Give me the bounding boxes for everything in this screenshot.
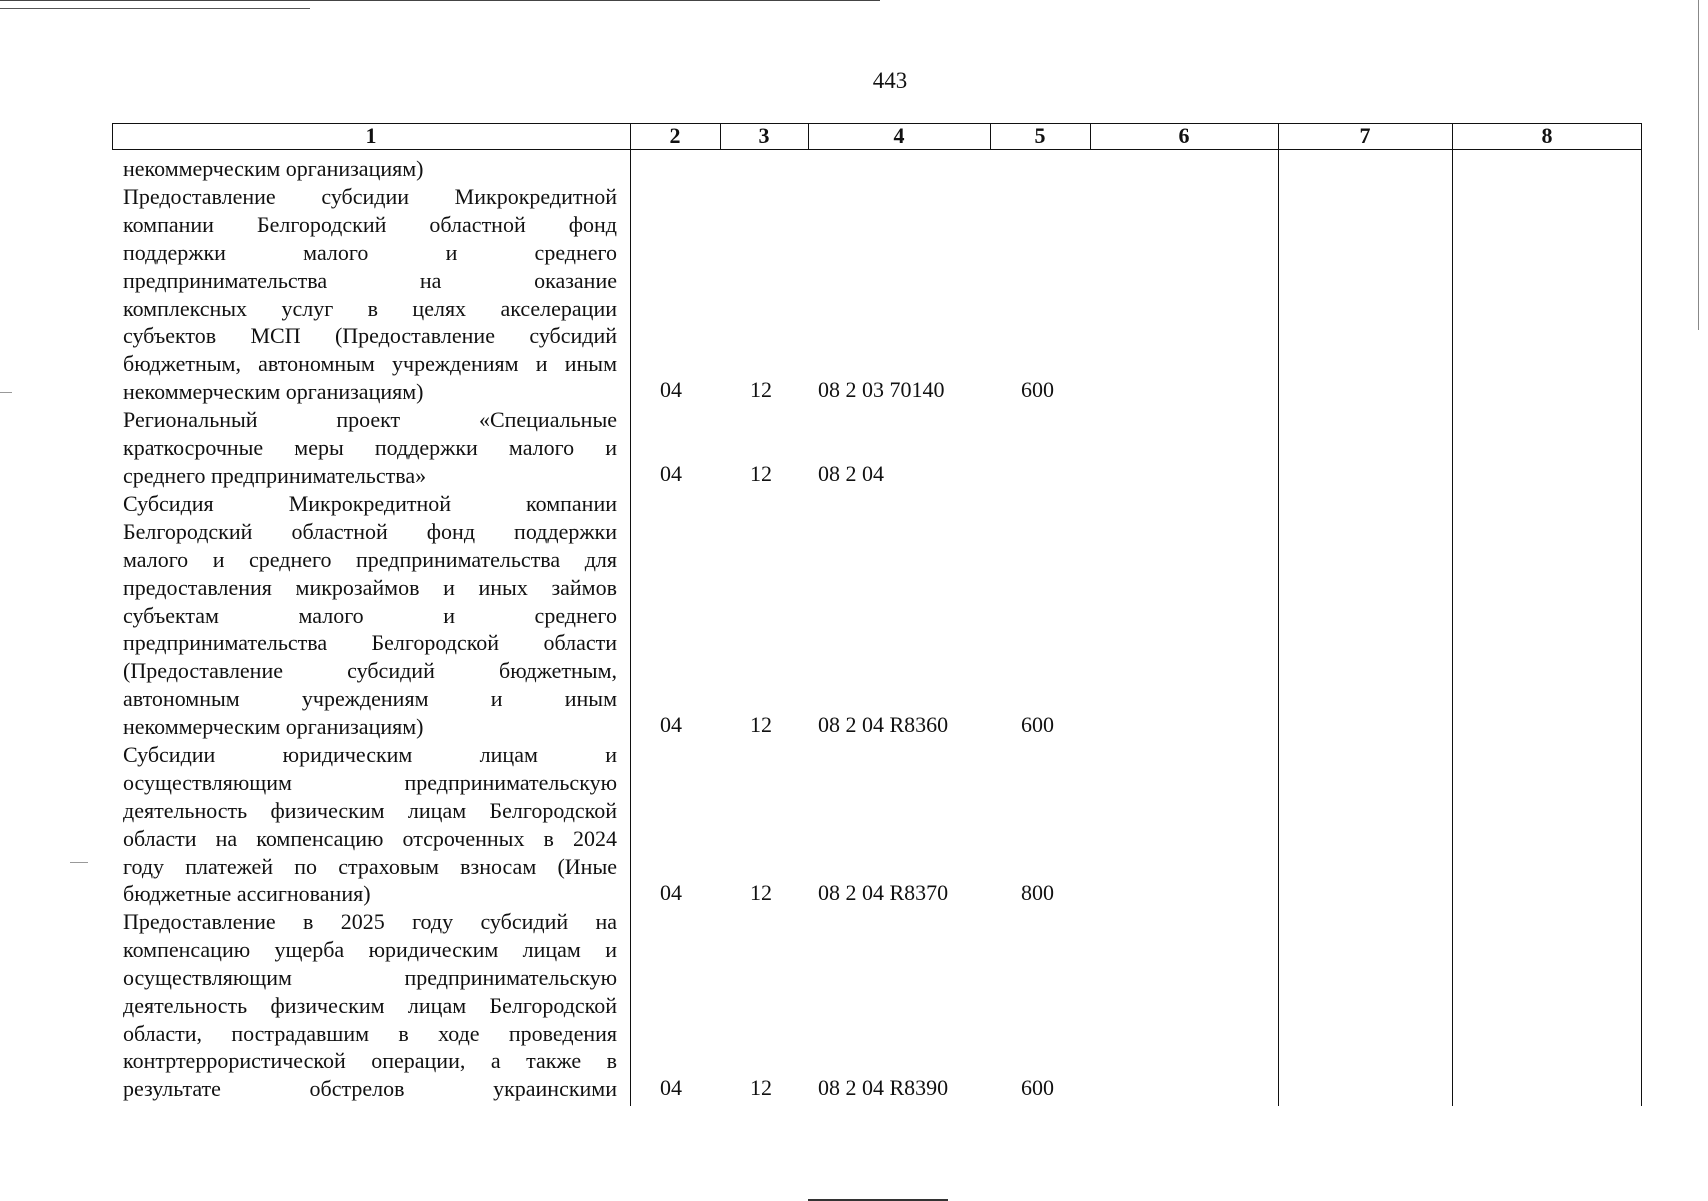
- description-line: комплексных услуг в целях акселерации: [123, 295, 617, 321]
- row-description: [123, 406, 617, 490]
- cell-subsection: 12: [750, 712, 772, 737]
- cell-subsection: 12: [750, 880, 772, 905]
- description-line: краткосрочные меры поддержки малого и: [123, 434, 617, 460]
- table-border-left: [112, 123, 113, 150]
- column-divider: [990, 123, 991, 150]
- description-line: среднего предпринимательства»: [123, 462, 427, 488]
- header-col-3: 3: [758, 123, 770, 148]
- description-line: Предоставление субсидии Микрокредитной: [123, 184, 617, 209]
- description-line: малого и среднего предпринимательства для: [123, 546, 617, 572]
- cell-section: 04: [660, 880, 682, 905]
- description-line: субъектов МСП (Предоставление субсидий: [123, 323, 617, 349]
- description-line: компенсацию ущерба юридическим лицам и: [123, 936, 617, 962]
- description-line: субъектам малого и среднего: [123, 602, 617, 628]
- cell-subsection: 12: [750, 461, 772, 486]
- column-divider: [1090, 123, 1091, 150]
- column-divider: [630, 123, 631, 1106]
- description-line: деятельность физическим лицам Белгородской: [123, 797, 617, 823]
- description-line: году платежей по страховым взносам (Иные: [123, 853, 617, 879]
- column-divider: [808, 123, 809, 150]
- table-border-right: [1641, 123, 1642, 1106]
- description-line: предоставления микрозаймов и иных займов: [123, 574, 617, 600]
- header-col-7: 7: [1359, 123, 1371, 148]
- description-line: предпринимательства на оказание: [123, 267, 617, 293]
- cell-target-article: 08 2 03 70140: [818, 377, 945, 402]
- cell-target-article: 08 2 04 R8390: [818, 1075, 949, 1100]
- header-col-5: 5: [1034, 123, 1046, 148]
- scan-edge-line: [0, 8, 310, 9]
- row-description: [123, 183, 617, 406]
- cell-expense-type: 800: [1021, 880, 1054, 905]
- scan-edge-tick: [70, 862, 88, 863]
- cell-expense-type: 600: [1021, 1075, 1054, 1100]
- description-line: поддержки малого и среднего: [123, 239, 617, 265]
- row-description: [123, 741, 617, 908]
- header-col-1: 1: [365, 123, 377, 148]
- cell-section: 04: [660, 1075, 682, 1100]
- cell-target-article: 08 2 04: [818, 461, 884, 486]
- header-col-6: 6: [1178, 123, 1190, 148]
- cell-section: 04: [660, 461, 682, 486]
- cell-section: 04: [660, 712, 682, 737]
- description-line: (Предоставление субсидий бюджетным,: [123, 658, 617, 684]
- row-description: [123, 490, 617, 741]
- description-line: области на компенсацию отсроченных в 2024: [123, 825, 617, 851]
- description-line: автономным учреждениям и иным: [123, 686, 617, 712]
- description-line: бюджетные ассигнования): [123, 881, 371, 907]
- header-col-2: 2: [669, 123, 681, 148]
- scan-edge-line: [1698, 0, 1699, 330]
- description-line: Предоставление в 2025 году субсидий на: [123, 909, 617, 934]
- description-line: некоммерческим организациям): [123, 714, 424, 740]
- cell-target-article: 08 2 04 R8370: [818, 880, 949, 905]
- column-divider: [1278, 123, 1279, 1106]
- header-col-8: 8: [1541, 123, 1553, 148]
- row-description: [123, 908, 617, 1103]
- description-line: области, пострадавшим в ходе проведения: [123, 1020, 617, 1046]
- description-line: Региональный проект «Специальные: [123, 407, 617, 432]
- description-line: результате обстрелов украинскими: [123, 1076, 617, 1102]
- description-line: бюджетным, автономным учреждениям и иным: [123, 351, 617, 377]
- description-line: Субсидия Микрокредитной компании: [123, 491, 617, 516]
- cell-target-article: 08 2 04 R8360: [818, 712, 949, 737]
- cell-subsection: 12: [750, 377, 772, 402]
- header-col-4: 4: [893, 123, 905, 148]
- column-divider: [720, 123, 721, 150]
- cell-expense-type: 600: [1021, 712, 1054, 737]
- description-line: осуществляющим предпринимательскую: [123, 964, 617, 990]
- description-line: некоммерческим организациям): [123, 379, 424, 405]
- description-line: компании Белгородский областной фонд: [123, 211, 617, 237]
- description-line: некоммерческим организациям): [123, 156, 424, 181]
- description-line: Субсидии юридическим лицам и: [123, 742, 617, 767]
- table-header-row: [112, 123, 1642, 150]
- page-number: 443: [872, 68, 908, 93]
- description-line: контртеррористической операции, а также в: [123, 1048, 617, 1074]
- scan-edge-line: [0, 0, 880, 1]
- cell-section: 04: [660, 377, 682, 402]
- cell-subsection: 12: [750, 1075, 772, 1100]
- description-line: Белгородский областной фонд поддержки: [123, 518, 617, 544]
- description-line: осуществляющим предпринимательскую: [123, 769, 617, 795]
- description-line: предпринимательства Белгородской области: [123, 630, 617, 656]
- scan-edge-tick: [0, 392, 12, 393]
- row-description: [123, 155, 617, 183]
- description-line: деятельность физическим лицам Белгородской: [123, 992, 617, 1018]
- column-divider: [1452, 123, 1453, 1106]
- cell-expense-type: 600: [1021, 377, 1054, 402]
